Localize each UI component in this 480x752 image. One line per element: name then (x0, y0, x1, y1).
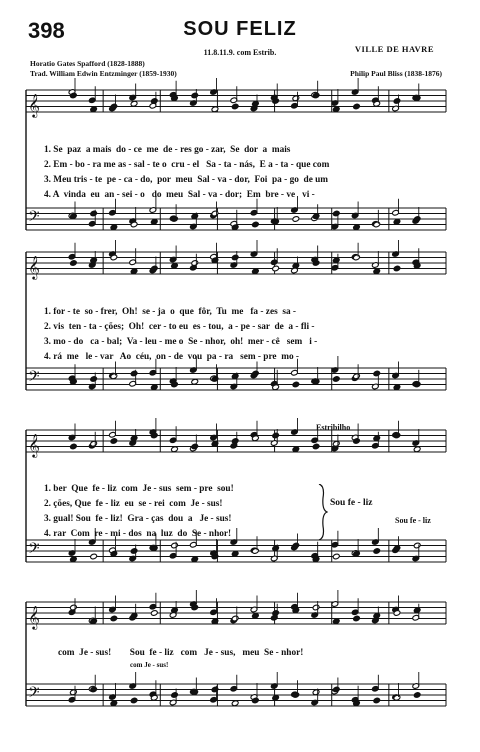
lyric-line-s1-v1: 1. Se paz a mais do - ce me de - res go - zar, Se dor a mais (44, 145, 291, 155)
lyric-line-s3-v3: 3. gual! Sou fe - liz! Gra - ças dou a Je - sus! (44, 514, 232, 524)
svg-text:𝄞: 𝄞 (28, 605, 40, 629)
refrain-label: Estribilho (316, 423, 351, 432)
tune-name: VILLE DE HAVRE (354, 44, 434, 54)
svg-text:𝄢: 𝄢 (28, 368, 40, 389)
lyric-line-s2-v1: 1. for - te so - frer, Oh! se - ja o que fôr, Tu me fa - zes sa - (44, 307, 297, 317)
bass-echo-text: Sou fe - liz (395, 516, 431, 525)
lyric-line-s1-v3: 3. Meu tris - te pe - ca - do, por meu Sal - va - dor, Foi pa - go de um (44, 175, 329, 185)
hymn-title: SOU FELIZ (183, 18, 297, 40)
chorus-text: Sou fe - liz (330, 498, 373, 508)
hymn-number: 398 (28, 18, 65, 43)
svg-text:𝄞: 𝄞 (28, 255, 40, 279)
lyric-line-s3-v1: 1. ber Que fe - liz com Je - sus sem - pre sou! (44, 484, 234, 494)
svg-text:𝄞: 𝄞 (28, 93, 40, 117)
verse-brace (318, 484, 328, 540)
svg-text:𝄞: 𝄞 (28, 433, 40, 457)
lyric-line-s1-v4: 4. A vinda eu an - sei - o do meu Sal - va - dor; Em bre - ve vi - (44, 190, 315, 200)
translator-credit: Trad. William Edwin Entzminger (1859-1930) (30, 69, 177, 78)
svg-text:𝄢: 𝄢 (28, 540, 40, 561)
lyric-line-s4: com Je - sus! Sou fe - liz com Je - sus, meu Se - nhor! (58, 648, 304, 658)
meter: 11.8.11.9. com Estrib. (203, 48, 277, 57)
lyric-line-s2-v4: 4. rá me le - var Ao céu, on - de vou pa - ra sem - pre mo - (44, 352, 300, 362)
lyric-line-s3-v2: 2. ções, Que fe - liz eu se - rei com Je - sus! (44, 499, 223, 509)
lyric-line-s1-v2: 2. Em - bo - ra me as - sal - te o cru - el Sa - ta - nás, E a - ta - que com (44, 160, 330, 170)
composer-credit: Philip Paul Bliss (1838-1876) (350, 69, 442, 78)
lyric-line-s2-v2: 2. vis ten - ta - ções; Oh! cer - to eu es - tou, a - pe - sar de a - fli - (44, 322, 315, 332)
author-credit: Horatio Gates Spafford (1828-1888) (30, 59, 145, 68)
svg-text:𝄢: 𝄢 (28, 684, 40, 705)
lyric-line-s2-v3: 3. mo - do ca - bal; Va - leu - me o Se - nhor, oh! mer - cê sem i - (44, 337, 318, 347)
svg-text:𝄢: 𝄢 (28, 208, 40, 229)
bass-echo-text-2: com Je - sus! (130, 661, 169, 669)
lyric-line-s3-v4: 4. rar Com re - mi - dos na luz do Se - nhor! (44, 529, 232, 539)
